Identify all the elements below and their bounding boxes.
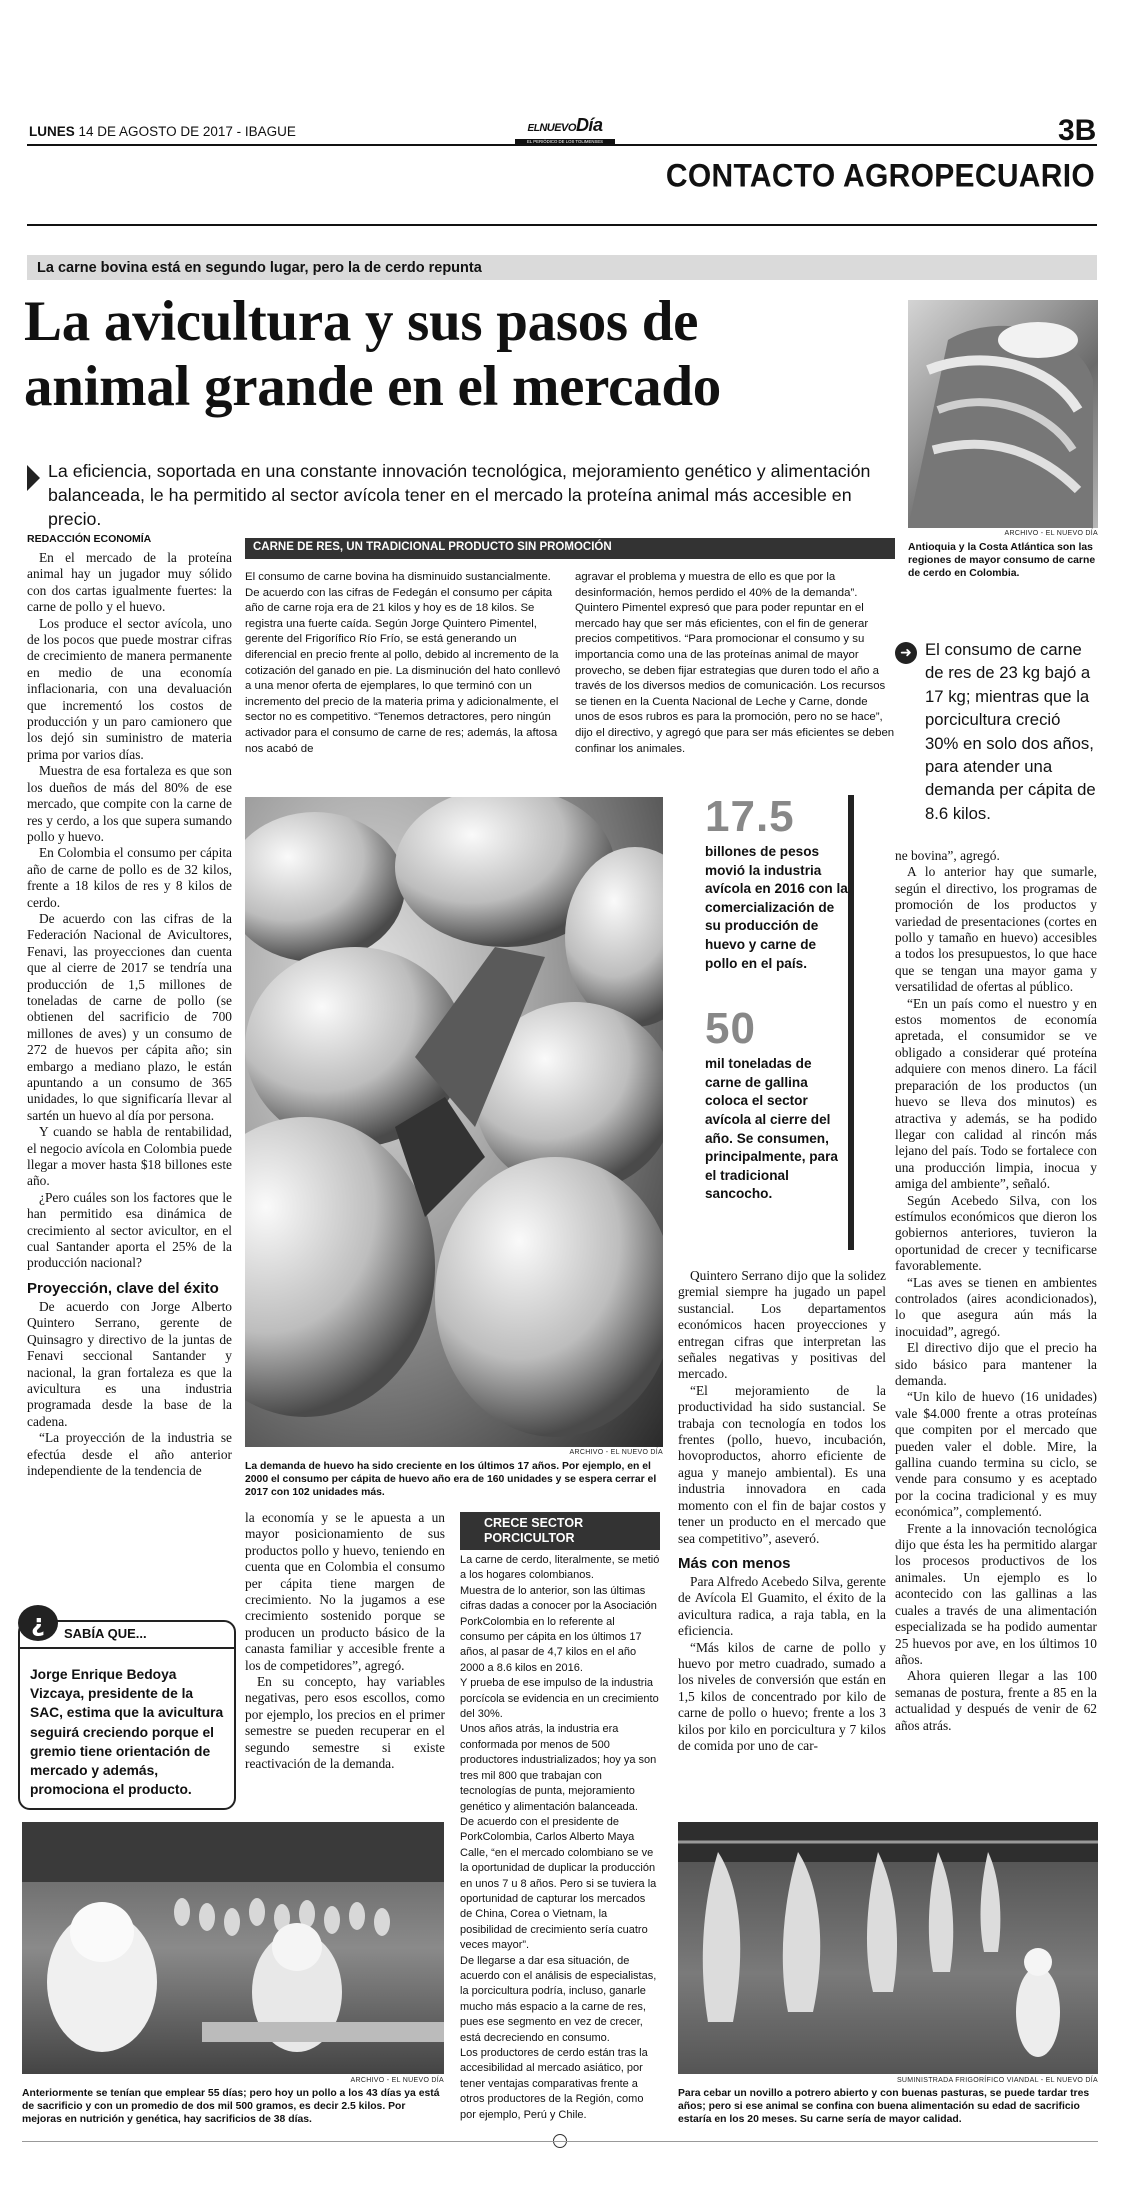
cerdo-p5: De acuerdo con el presidente de PorkColombia, Carlos Alberto Maya Calle, “en el mercado colombiano se ve la oportunidad de duplicar la producción en unos 7 u 8 años. Pero si se tuviera la oportunidad de capturar los mercados de China, Corea o Vietnam, la posibilidad de crecimiento sería cuatro veces mayor”. xyxy=(460,1815,657,1952)
lead-marker-icon xyxy=(27,465,40,491)
res-box-col1: El consumo de carne bovina ha disminuido sustancialmente. De acuerdo con las cifras de Fedegán el consumo per cápita año de carne roja era de 21 kilos y hoy es de 18 kilos. Se registra una fuerte caída. Según Jorge Quintero Pimentel, gerente del Frigorífico Río Frío, se está generando un diferencial en precio frente al pollo, debido al incremento de la cotización del ganado en pie. La disminución del hato conllevó a una menor oferta de ejemplares, lo que terminó con un incremento del precio de la materia prima y adicionalmente, el sector no es competitivo. “Tenemos detractores, pero ningún activador para el consumo de carne de res; además, la aftosa nos acabó de xyxy=(245,571,561,755)
dateline-rest: 14 DE AGOSTO DE 2017 - IBAGUE xyxy=(78,124,296,139)
headline xyxy=(24,289,894,419)
pullquote: El consumo de carne de res de 23 kg bajó a 17 kg; mientras que la porcicultura creció 30% en solo dos años, para atender una demanda per cápita de 8.6 kilos. xyxy=(925,640,1096,823)
lead: La eficiencia, soportada en una constante innovación tecnológica, mejoramiento genético y alimentación balanceada, le ha permitido al sector avícola tener en el mercado la proteína animal más accesible en precio. xyxy=(48,461,871,529)
headline-line-1: La avicultura y sus pasos de xyxy=(24,290,699,353)
col2b-p1: la economía y se le apuesta a un mayor posicionamiento de sus productos pollo y huevo, teniendo en cuenta que en Colombia el consumo per cápita tiene margen de crecimiento. No la jugamos a ese crecimiento sostenido porque se producen un producto básico de la canasta familiar y accesible frente a los de competidores”, agregó. xyxy=(245,1510,445,1673)
chicken-photo-caption: Anteriormente se tenían que emplear 55 días; pero hoy un pollo a los 43 días ya está de sacrificio y con un promedio de dos mil 500 gramos, es decir 2.5 kilos. Por mejoras en nutrición y genética, hay sacrificios de 38 días. xyxy=(22,2088,440,2125)
col4-p2: “El mejoramiento de la productividad ha sido sustancial. Se trabaja con tecnología en todos los frentes (pollo, huevo, incubación, hovoproductos, ahorro eficiente de agua y manejo ambiental). Es una industria innovadora en cada momento con el fin de bajar costos y tener un producto en el mercado que sea competitivo”, aseveró. xyxy=(678,1382,886,1546)
page-number: 3B xyxy=(1058,114,1097,147)
sabia-rule xyxy=(18,1647,236,1649)
col1-p7: ¿Pero cuáles son los factores que le han permitido esa dinámica de crecimiento al sector avicultor, en el cual Santander aporta el 25% de la producción nacional? xyxy=(27,1189,232,1271)
masthead-logo xyxy=(515,116,615,144)
cerdo-p4: Unos años atrás, la industria era conformada por menos de 500 productores industrializados; hoy ya son tres mil 800 que trabajan con tecnologías de punta, mejoramiento genético y alimentación balanceada. xyxy=(460,1723,657,1813)
section-title: CONTACTO AGROPECUARIO xyxy=(665,158,1095,195)
column-5 xyxy=(895,848,1097,1734)
stat-1-text: billones de pesos movió la industria avícola en 2016 con la comercialización de su producción de huevo y carne de pollo en el país. xyxy=(705,844,848,971)
logo-el: EL xyxy=(527,123,540,134)
chicken-plant-photo xyxy=(22,1822,444,2074)
column-1 xyxy=(27,550,232,1479)
dateline-day: LUNES xyxy=(29,124,75,139)
cerdo-p7: Los productores de cerdo están tras la accesibilidad al mercado asiático, por tener ventajas comparativas frente a otros productores de la Región, como por ejemplo, Perú y Chile. xyxy=(460,2047,648,2121)
res-box-rule xyxy=(245,558,895,559)
col1-p6: Y cuando se habla de rentabilidad, el negocio avícola en Colombia puede llegar a mover hasta $18 billones este año. xyxy=(27,1124,232,1189)
slaughterhouse-drawing xyxy=(678,1822,1098,2074)
cerdo-box-title xyxy=(460,1512,660,1550)
slaughterhouse-photo xyxy=(678,1822,1098,2074)
col5-p9: Ahora quieren llegar a las 100 semanas de postura, frente a 85 en la actualidad y después de venir de 62 años atrás. xyxy=(895,1668,1097,1733)
col4-p1: Quintero Serrano dijo que la solidez gremial siempre ha jugado un papel sustancial. Los departamentos económicos hacen proyecciones y entregan cifras que interpretan las señales negativas y positivas del mercado. xyxy=(678,1268,886,1382)
meat-photo xyxy=(908,300,1098,528)
sabia-text: Jorge Enrique Bedoya Vizcaya, presidente de la SAC, estima que la avicultura seguirá creciendo porque el gremio tiene orientación de mercado y además, promociona el producto. xyxy=(30,1667,224,1798)
col1-p8: De acuerdo con Jorge Alberto Quintero Serrano, gerente de Quinsagro y directivo de la juntas de Fenavi seccional Santander y nacional, la gran fortaleza es que la avicultura es una industria programada desde la base de la cadena. xyxy=(27,1298,232,1429)
res-box-title xyxy=(245,538,895,558)
col4-p4: “Más kilos de carne de pollo y huevo por metro cuadrado, sumado a los niveles de conversión que están en 1,5 kilos de concentrado por kilo de carne de pollo o huevo; frente a los 3 kilos por kilo en porcicultura y 7 kilos de comida por uno de car- xyxy=(678,1639,886,1753)
meat-photo-credit: ARCHIVO - EL NUEVO DÍA xyxy=(1004,530,1098,537)
col1-p1: En el mercado de la proteína animal hay un jugador muy sólido con dos cartas igualmente fuertes: la carne de pollo y el huevo. xyxy=(27,550,232,615)
res-box-title-text: CARNE DE RES, UN TRADICIONAL PRODUCTO SIN PROMOCIÓN xyxy=(253,541,612,553)
col2b-p2: En su concepto, hay variables negativas, pero esos escollos, como por ejemplo, los precios en el primer semestre se pueden recuperar en el segundo semestre si existe reactivación de la demanda. xyxy=(245,1674,445,1772)
stats-edge xyxy=(848,795,854,1250)
question-bubble-icon: ¿ xyxy=(18,1605,58,1641)
egg-photo-drawing xyxy=(245,797,663,1447)
res-box-col2: agravar el problema y muestra de ello es que por la desinformación, hemos perdido el 40% de la demanda”. Quintero Pimentel expresó que para poder repuntar en el mercado hay que ser más eficientes, con el fin de generar precios competitivos. “Para promocionar el consumo y su importancia como una de las proteínas animal de mayor provecho, se deben fijar estrategias que duren todo el año a través de los diversos medios de comunicación. Los recursos se tienen en la Cuenta Nacional de Leche y Carne, donde unos de esos rubros es para la promoción, pero no se hace”, dijo el directivo, y agregó que para ser más eficientes se deben confinar los animales. xyxy=(575,571,895,755)
column-4 xyxy=(678,1268,886,1754)
stat-2-text: mil toneladas de carne de gallina coloca el sector avícola al cierre del año. Se consumen, principalmente, para el tradicional sancocho. xyxy=(705,1056,838,1202)
col5-p2: A lo anterior hay que sumarle, según el directivo, los programas de promoción de los productos y variedad de presentaciones (cortes en pollo y tamaño en huevo) accesibles a todos los presupuestos, lo que hace que se tengan una mayor gama y versatilidad de ofertas al público. xyxy=(895,864,1097,995)
col5-p7: “Un kilo de huevo (16 unidades) vale $4.000 frente a otras proteínas que compiten por el mercado que pueden valer el doble. Mire, la gallina cuando termina su ciclo, se vende para consumo y es aceptado por la cocina tradicional y es muy económica”, complementó. xyxy=(895,1389,1097,1520)
subhead-proyeccion: Proyección, clave del éxito xyxy=(27,1279,219,1297)
meat-photo-drawing xyxy=(908,300,1098,528)
byline: REDACCIÓN ECONOMÍA xyxy=(27,533,152,545)
cerdo-p2: Muestra de lo anterior, son las últimas cifras dadas a conocer por la Asociación PorkColombia en lo referente al consumo per cápita en los últimos 17 años, al pasar de 4,7 kilos en el año 2000 a 8.6 kilos en 2016. xyxy=(460,1584,657,1674)
slaughterhouse-photo-caption: Para cebar un novillo a potrero abierto y con buenas pasturas, se puede tardar tres años; pero si ese animal se confina con buena alimentación su edad de sacrificio estaría en los 20 meses. Su carne sería de mayor calidad. xyxy=(678,2088,1090,2125)
sabia-title: SABÍA QUE... xyxy=(64,1626,147,1641)
cerdo-box-title-text: CRECE SECTOR PORCICULTOR xyxy=(484,1516,584,1545)
footer-rule xyxy=(22,2141,1098,2142)
egg-photo-caption: La demanda de huevo ha sido creciente en los últimos 17 años. Por ejemplo, en el 2000 el consumo per cápita de huevo año era de 160 unidades y se espera cerrar el 2017 con 102 unidades más. xyxy=(245,1461,657,1498)
col1-p9: “La proyección de la industria se efectúa desde el año anterior independiente de la tendencia de xyxy=(27,1430,232,1478)
col1-p2: Los produce el sector avícola, uno de los pocos que puede mostrar cifras de crecimiento de manera permanente en medio de una economía inflacionaria, con una devaluación que incrementó los costos de producción y un paro camionero que los dejó sin suministro de materia prima por varios días. xyxy=(27,615,232,762)
col5-p4: Según Acebedo Silva, con los estímulos económicos que dieron los gobiernos anteriores, tuvieron la oportunidad de crecer y tecnificarse favorablemente. xyxy=(895,1192,1097,1274)
col1-p5: De acuerdo con las cifras de la Federación Nacional de Avicultores, Fenavi, las proyecciones dan cuenta que al cierre de 2017 se tendría una producción de 1,5 millones de toneladas de carne de pollo (se obtienen del sacrificio de 700 millones de aves) y un consumo de 272 de huevos per cápita año; sin embargo a mediano plazo, le están apuntando a un consumo de 365 unidades, lo que significaría llevar al sartén un huevo al día por persona. xyxy=(27,910,232,1123)
kicker: La carne bovina está en segundo lugar, pero la de cerdo repunta xyxy=(37,260,482,276)
col5-p8: Frente a la innovación tecnológica dijo que ésta les ha permitido alargar los procesos productivos de los animales. Un ejemplo es lo acontecido con las gallinas a las cuales a través de una alimentación especializada se ha podido aumentar 25 huevos por ave, en los últimos 10 años. xyxy=(895,1520,1097,1667)
stat-1-number: 17.5 xyxy=(705,792,795,841)
slaughterhouse-photo-credit: SUMINISTRADA FRIGORÍFICO VIANDAL - EL NUEVO DÍA xyxy=(896,2077,1098,2084)
stat-2-number: 50 xyxy=(705,1004,756,1054)
logo-dia: Día xyxy=(575,115,603,135)
subhead-mas-con-menos: Más con menos xyxy=(678,1554,791,1572)
section-rule xyxy=(27,224,1097,226)
cerdo-p3: Y prueba de ese impulso de la industria porcícola se evidencia en un crecimiento del 30%. xyxy=(460,1677,659,1721)
dateline xyxy=(29,124,296,139)
egg-photo xyxy=(245,797,663,1447)
egg-photo-credit: ARCHIVO - EL NUEVO DÍA xyxy=(569,1449,663,1456)
arrow-right-circle-icon: ➜ xyxy=(895,642,917,664)
logo-nuevo: NUEVO xyxy=(539,122,576,134)
kicker-bar xyxy=(27,255,1097,280)
cerdo-box-body xyxy=(460,1553,660,2123)
logo-tagline: EL PERIÓDICO DE LOS TOLIMENSES xyxy=(515,139,615,144)
cerdo-p1: La carne de cerdo, literalmente, se metió a los hogares colombianos. xyxy=(460,1554,660,1582)
col4-p3: Para Alfredo Acebedo Silva, gerente de Avícola El Guamito, el éxito de la avicultura radica, a raja tabla, en la eficiencia. xyxy=(678,1573,886,1639)
col5-p5: “Las aves se tienen en ambientes controlados (aires acondicionados), lo que asegura aún más la inocuidad”, agregó. xyxy=(895,1274,1097,1339)
cerdo-p6: De llegarse a dar esa situación, de acuerdo con el análisis de especialistas, la porcicultura podría, incluso, ganarle mucho más espacio a la carne de res, pues ese segmento en vez de crecer, está decreciendo en consumo. xyxy=(460,1954,657,2044)
chicken-plant-drawing xyxy=(22,1822,444,2074)
col5-p1: ne bovina”, agregó. xyxy=(895,848,1000,863)
headline-line-2: animal grande en el mercado xyxy=(24,355,721,418)
col1-p4: En Colombia el consumo per cápita año de carne de pollo es de 32 kilos, frente a 18 kilos de res y 8 kilos de cerdo. xyxy=(27,845,232,910)
col1-p3: Muestra de esa fortaleza es que son los dueños de más del 80% de ese mercado, que compite con la carne de res y cerdo, a los que supera sumando pollo y huevo. xyxy=(27,763,232,844)
column-2-bottom xyxy=(245,1510,445,1773)
masthead-rule xyxy=(27,144,1097,146)
meat-photo-caption: Antioquia y la Costa Atlántica son las regiones de mayor consumo de carne de cerdo en Colombia. xyxy=(908,542,1096,579)
col5-p3: “En un país como el nuestro y en estos momentos de economía apretada, el consumidor se ve obligado a considerar qué proteína adquiere con menos dinero. La fácil preparación de los productos (un huevo se lleva dos minutos) es atractiva y además, se ha podido llegar con calidad al rincón más lejano del país. Todo se fortalece con una producción limpia, inocua y amiga del ambiente”, señaló. xyxy=(895,995,1097,1192)
col5-p6: El directivo dijo que el precio ha sido básico para mantener la demanda. xyxy=(895,1340,1097,1388)
chicken-photo-credit: ARCHIVO - EL NUEVO DÍA xyxy=(350,2077,444,2084)
stats-sidebar xyxy=(705,792,850,1204)
